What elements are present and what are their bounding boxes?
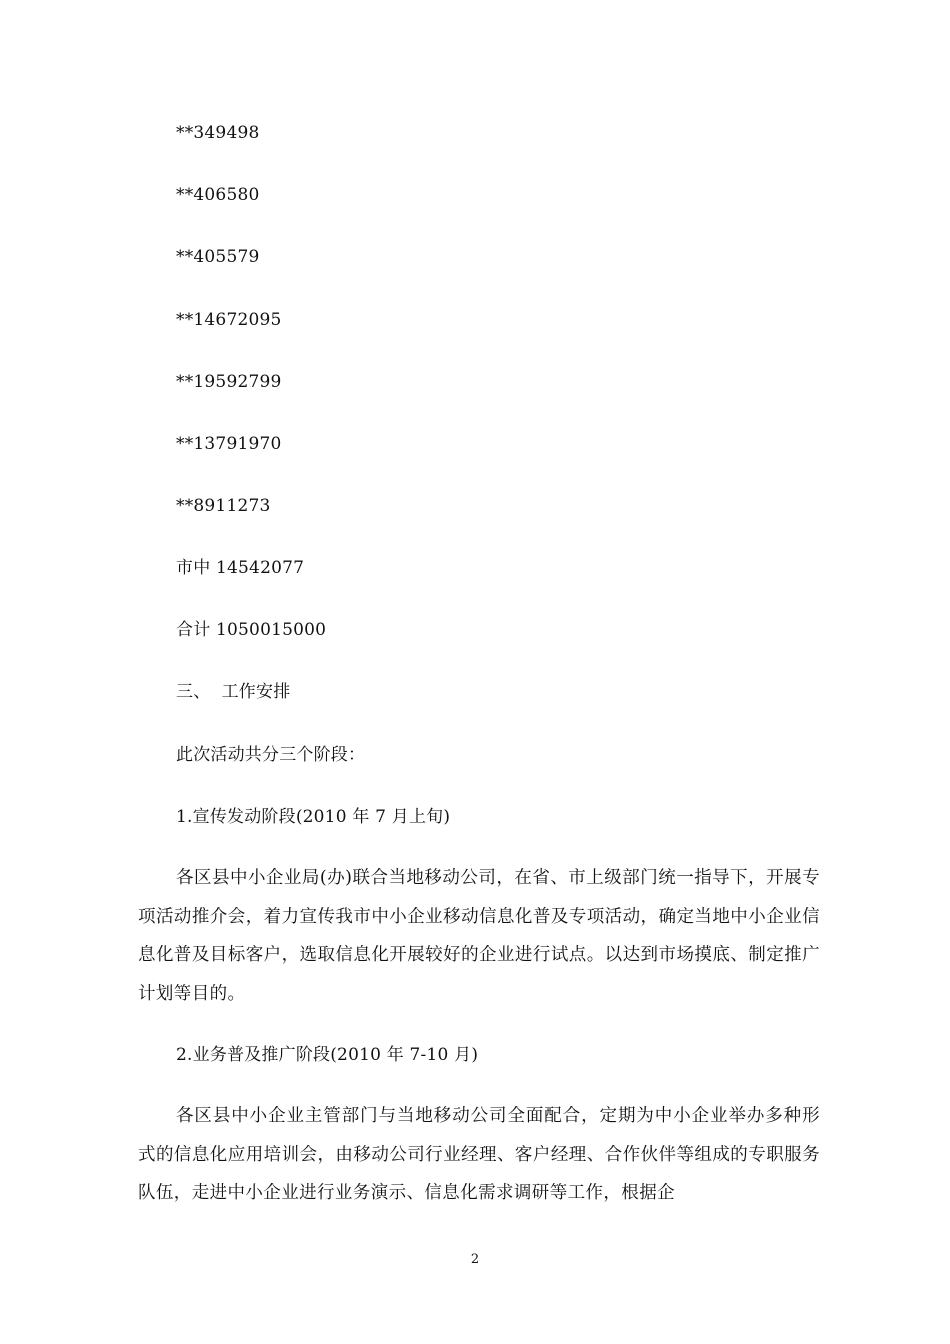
intro-text: 此次活动共分三个阶段：: [176, 745, 366, 765]
list-item: **13791970: [176, 434, 282, 454]
stage-1-paragraph: 各区县中小企业局(办)联合当地移动公司，在省、市上级部门统一指导下，开展专项活动推介会，着力宣传我市中小企业移动信息化普及专项活动，确定当地中小企业信息化普及目标客户，选取信息化开展较好的企业进行试点。以达到市场摸底、制定推广计划等目的。: [138, 868, 820, 1004]
list-item: 市中 14542077: [176, 558, 305, 578]
stage-heading-2: 2.业务普及推广阶段(2010 年 7-10 月): [176, 1045, 479, 1065]
stage-heading-1: 1.宣传发动阶段(2010 年 7 月上旬): [176, 807, 451, 827]
page-number: 2: [470, 1252, 480, 1267]
list-item: **8911273: [176, 496, 271, 516]
list-item: **405579: [176, 247, 260, 267]
list-item: **14672095: [176, 310, 282, 330]
list-item: **349498: [176, 123, 260, 143]
section-heading: 三、 工作安排: [176, 682, 291, 702]
list-item: **406580: [176, 185, 260, 205]
stage-2-paragraph: 各区县中小企业主管部门与当地移动公司全面配合，定期为中小企业举办多种形式的信息化应用培训会，由移动公司行业经理、客户经理、合作伙伴等组成的专职服务队伍，走进中小企业进行业务演示、信息化需求调研等工作，根据企: [138, 1106, 820, 1203]
list-item: **19592799: [176, 372, 282, 392]
total-line: 合计 1050015000: [176, 620, 327, 640]
